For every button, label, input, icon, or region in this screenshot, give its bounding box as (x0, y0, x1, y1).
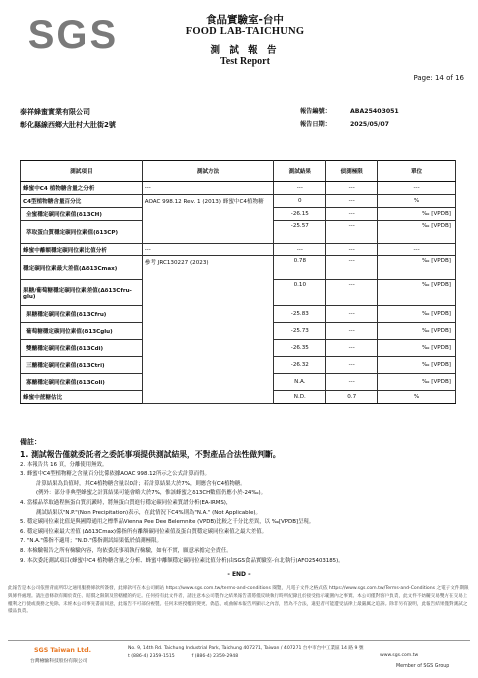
note-item: 測試結果以"N.P."(Non Precipitation)表示，在此情況下C4%則為"N.A." (Not Applicable)。 (36, 509, 261, 516)
cell-limit: --- (326, 357, 378, 374)
disclaimer: 此報告是本公司依照背面所印之通用服務條款所簽發，此條款可在本公司網站 https://www.sgs.com.tw/terms-and-conditions 閱覽，凡電子文件之格式依 https://www.sgs.com.tw/Terms-and-Conditions 之電子文件期限與條件處理。請注意條款有關於責任、賠償之限制及管轄權的約定。任何持有此文件者，請注意本公司製作之結果報告書將僅反映執行時所紀錄且於接受指示範圍內之事實。本公司僅對客戶負責，此文件不妨礙交易雙方在交易上權利之行使或義務之免除。未經本公司事先書面同意，此報告不可部份複製。任何未經授權的變更、偽造、或曲解本報告所顯示之內容，皆為不合法，違犯者可能遭受法律上最嚴厲之追訴。除非另有說明，此報告結果僅對測試之樣品負責。 (8, 586, 469, 615)
cell-item: 萃取蛋白質穩定碳同位素值(δ13CP) (21, 221, 143, 244)
report-date: 2025/05/07 (350, 120, 389, 128)
note-item: 2. 本報告共 16 頁，分離使用無效。 (20, 461, 108, 468)
header-result: 測試結果 (274, 161, 326, 182)
cell-item: 雙醣穩定碳同位素值(δ13Cdi) (21, 340, 143, 357)
table-row (21, 256, 456, 280)
cell-result: -26.15 (274, 208, 326, 221)
cell-item: 蜂蜜中蔗糖估比 (21, 391, 143, 404)
cell-item: 寡醣穩定碳同位素值(δ13Coli) (21, 374, 143, 391)
cell-result: N.A. (274, 374, 326, 391)
footer-company: SGS Taiwan Ltd. (34, 647, 91, 654)
cell-unit: % (378, 391, 456, 404)
cell-limit: --- (326, 244, 378, 256)
cell-limit: --- (326, 340, 378, 357)
cell-limit: --- (326, 182, 378, 195)
cell-limit: --- (326, 195, 378, 208)
cell-item: 全蜜穩定碳同位素值(δ13CH) (21, 208, 143, 221)
cell-unit: ‰ [VPDB] (378, 340, 456, 357)
cell-method: 參考 JRC130227 (2023) (142, 256, 274, 404)
client-name: 泰祥蜂蜜實業有限公司 (20, 108, 90, 116)
cell-limit: --- (326, 221, 378, 244)
cell-method: --- (142, 244, 274, 256)
logo-text: SGS (27, 13, 119, 56)
footer-address: No. 9, 14th Rd. Taichung Industrial Park, Taichung 407271, Taiwan / 407271 台中市台中工業區 14 路 9 號 (128, 646, 364, 651)
notes (20, 438, 460, 566)
table-header-row (21, 161, 456, 182)
note-item: 計算結果為負值時，其C4植物糖含量以0計；若計算結果大於7%，則應含有C4植物糖。 (36, 480, 246, 487)
footer-website: www.sgs.com.tw (380, 653, 419, 658)
cell-result: --- (274, 244, 326, 256)
report-title-cn: 測 試 報 告 (210, 45, 280, 56)
cell-unit: ‰ [VPDB] (378, 208, 456, 221)
table-row (21, 195, 456, 208)
cell-unit: ‰ [VPDB] (378, 256, 456, 280)
cell-unit: ‰ [VPDB] (378, 374, 456, 391)
note-item: 1. 測試報告僅就委託者之委託事項提供測試結果，不對產品合法性做判斷。 (20, 449, 281, 459)
cell-result: -25.57 (274, 221, 326, 244)
report-title-en: Test Report (220, 56, 270, 67)
header-unit: 單位 (378, 161, 456, 182)
cell-limit: --- (326, 323, 378, 340)
results-table (20, 160, 456, 404)
table-row (21, 244, 456, 256)
cell-item: 蜂蜜中C4 植物糖含量之分析 (21, 182, 143, 195)
cell-unit: ‰ [VPDB] (378, 306, 456, 323)
cell-item: C4型植物糖含量百分比 (21, 195, 143, 208)
cell-limit: --- (326, 208, 378, 221)
cell-item: 果糖穩定碳同位素值(δ13Cfru) (21, 306, 143, 323)
note-item: 5. 穩定碳同位素比值是與國際通用之標準品Vienna Pee Dee Belemnite (VPDB)比較之千分比差異，以 ‰[VPDB]呈現。 (20, 519, 315, 526)
cell-result: -25.83 (274, 306, 326, 323)
note-item: 8. 本檢驗報告之所有檢驗內容，均依委託事項執行檢驗，如有不實，願意承擔完全責任。 (20, 547, 232, 554)
footer-phone: t (886-4) 2359-1515 (128, 653, 175, 659)
cell-unit: --- (378, 182, 456, 195)
cell-result: -26.32 (274, 357, 326, 374)
cell-result: 0.10 (274, 280, 326, 306)
cell-unit: ‰ [VPDB] (378, 221, 456, 244)
footer-fax: f (886-4) 2359-2948 (191, 653, 239, 659)
cell-result: -26.35 (274, 340, 326, 357)
note-item: 6. 穩定碳同位素最大差值 (Δδ13Cmax)係指所有離額碳同位素值及蛋白質穩定碳同位素值之最大差值。 (20, 528, 267, 535)
footer-divider (8, 640, 470, 641)
cell-unit: ‰ [VPDB] (378, 280, 456, 306)
footer-company-cn: 台灣檢驗科技股份有限公司 (30, 659, 88, 664)
cell-item: 穩定碳同位素最大差值(Δδ13Cmax) (21, 256, 143, 280)
note-item: 3. 蜂蜜中C4型植物糖之含量百分比係依據AOAC 998.12所示之公式計算而得。 (20, 471, 210, 478)
page-number: Page: 14 of 16 (413, 74, 464, 82)
cell-limit: --- (326, 374, 378, 391)
footer-member: Member of SGS Group (396, 664, 450, 669)
cell-item: 三醣穩定碳同位素值(δ13Ctri) (21, 357, 143, 374)
cell-item: 蜂蜜中離額穩定碳同位素比值分析 (21, 244, 143, 256)
cell-limit: --- (326, 280, 378, 306)
cell-limit: 0.7 (326, 391, 378, 404)
report-date-label: 報告日期： (300, 120, 331, 128)
lab-name-cn: 食品實驗室-台中 (206, 14, 284, 26)
cell-result: -25.73 (274, 323, 326, 340)
note-item: 4. 當樣品萃取過程無蛋白質沉澱時，將無蛋白質進行穩定碳同位素質譜分析(EA-IRMS)， (20, 499, 232, 506)
report-no-label: 報告編號： (300, 108, 331, 115)
client-block (20, 106, 116, 131)
sgs-logo (14, 12, 132, 56)
cell-unit: ‰ [VPDB] (378, 357, 456, 374)
report-no: ABA25403051 (350, 108, 399, 115)
cell-limit: --- (326, 306, 378, 323)
report-meta (300, 106, 399, 131)
cell-method: --- (142, 182, 274, 195)
cell-item: 葡萄糖穩定碳同位素值(δ13Cglu) (21, 323, 143, 340)
client-address: 彰化縣線西鄉大肚村大肚街2號 (20, 120, 116, 129)
cell-unit: --- (378, 244, 456, 256)
notes-title: 備註： (20, 438, 41, 446)
header-item: 測試項目 (21, 161, 143, 182)
cell-limit: --- (326, 256, 378, 280)
cell-method: AOAC 998.12 Rev. 1 (2013) 蜂蜜中C4植物糖 (142, 195, 274, 244)
header-limit: 偵測極限 (326, 161, 378, 182)
cell-result: --- (274, 182, 326, 195)
cell-result: 0 (274, 195, 326, 208)
lab-name-en: FOOD LAB-TAICHUNG (185, 26, 305, 37)
note-item: 9. 本次委託測試項目(蜂蜜中C4 植物糖含量之分析、蜂蜜中離額穩定碳同位素比值分析)由SGS食品實驗室-台北執行(AFO25403185)。 (20, 557, 344, 564)
footer-address-block (128, 645, 418, 661)
note-item: (例外：部分非典型蜂蜜之計算結果可能會略大於7%，惟該蜂蜜之δ13CH數值仍應小於-24‰)。 (36, 490, 267, 497)
table-row (21, 182, 456, 195)
cell-result: N.D. (274, 391, 326, 404)
header-method: 測試方法 (142, 161, 274, 182)
cell-unit: % (378, 195, 456, 208)
cell-unit: ‰ [VPDB] (378, 323, 456, 340)
cell-result: 0.78 (274, 256, 326, 280)
end-marker: - END - (227, 571, 251, 578)
cell-item: 果糖/葡萄糖穩定碳同位素差值(Δδ13Cfru-glu) (21, 280, 143, 306)
note-item: 7. "N.A."係指不適用；"N.D."係指測試結果低於偵測極限。 (20, 538, 162, 545)
